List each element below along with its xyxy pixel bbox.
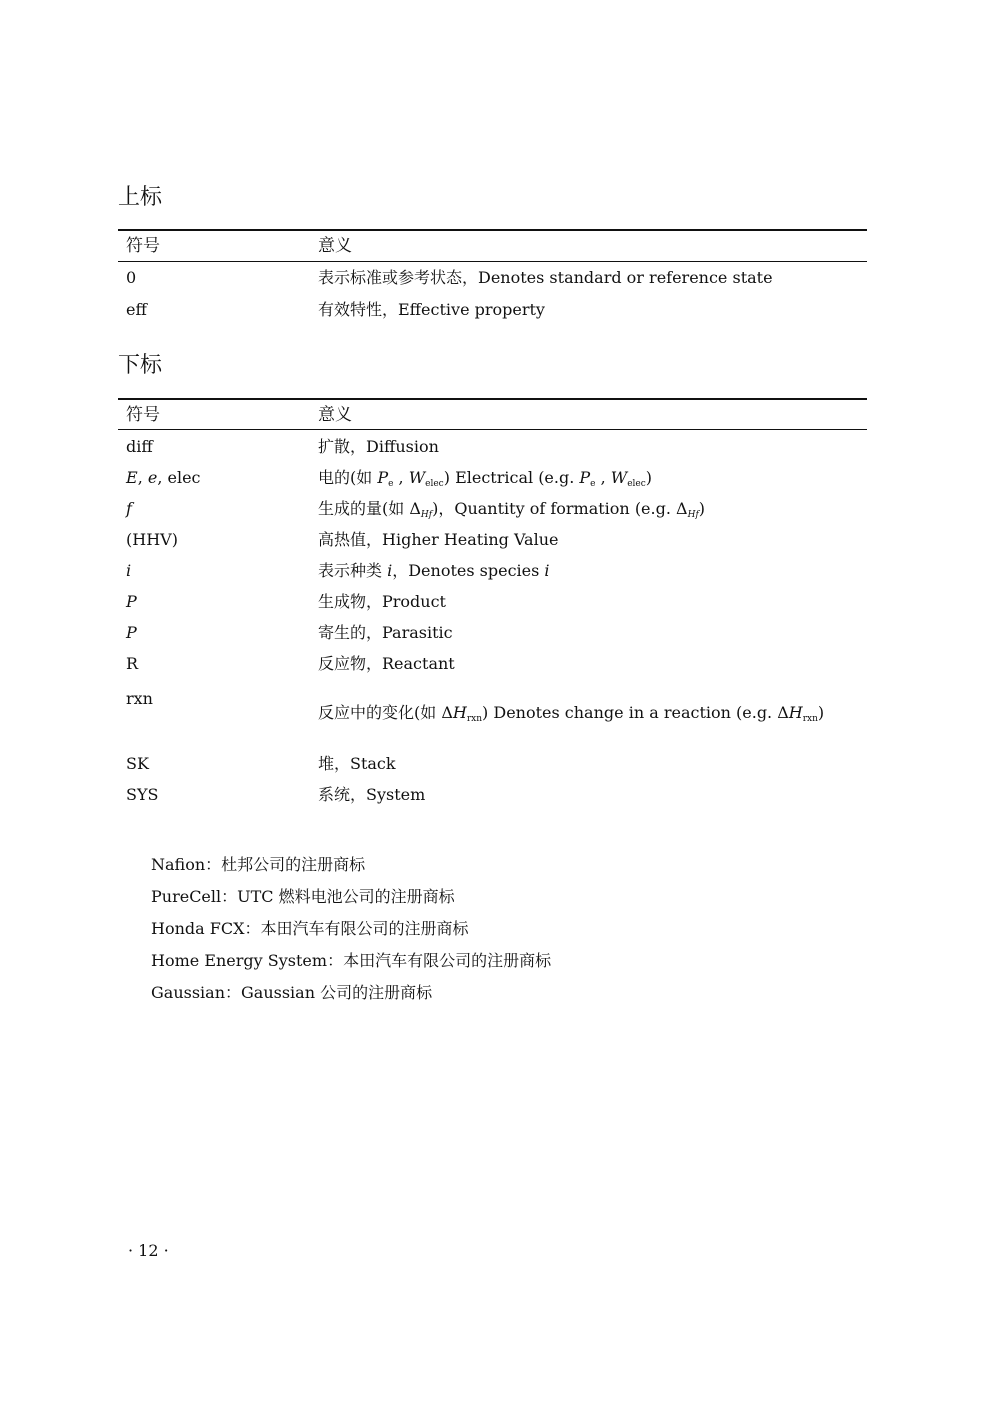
symbol-cell: i: [126, 561, 132, 580]
table-row: [0, 587, 993, 617]
table-header: [0, 400, 993, 430]
meaning-cell: 扩散，Diffusion: [318, 437, 439, 456]
symbol-cell: P: [126, 623, 137, 642]
trademark-note: PureCell：UTC 燃料电池公司的注册商标: [151, 887, 455, 906]
table-row: [0, 649, 993, 679]
symbol-cell: f: [126, 499, 132, 518]
table-row: [0, 556, 993, 586]
symbol-cell: SK: [126, 754, 149, 773]
symbol-cell: (HHV): [126, 530, 178, 549]
symbol-cell: rxn: [126, 689, 153, 708]
superscripts-heading: 上标: [118, 185, 163, 210]
meaning-header: 意义: [318, 405, 352, 425]
table-header-rule: [118, 429, 867, 430]
table-row: [0, 263, 993, 293]
meaning-cell: 堆，Stack: [318, 754, 396, 773]
table-row: [0, 494, 993, 524]
meaning-cell: 高热值，Higher Heating Value: [318, 530, 559, 549]
table-row: [0, 780, 993, 810]
table-header: [0, 231, 993, 261]
meaning-cell: 表示标准或参考状态，Denotes standard or reference state: [318, 268, 773, 287]
table-row: [0, 295, 993, 325]
symbol-cell: 0: [126, 268, 137, 287]
symbol-header: 符号: [126, 405, 160, 425]
symbol-header: 符号: [126, 236, 160, 256]
trademark-note: Honda FCX：本田汽车有限公司的注册商标: [151, 919, 469, 938]
table-row: [0, 618, 993, 648]
meaning-cell: 电的(如 $P_e$ , $W_{elec}$) Electrical (e.g. $P_e$ , $W_{elec}$): [318, 468, 653, 489]
symbol-cell: E, e, elec: [126, 468, 201, 487]
table-row: [0, 525, 993, 555]
table-row: [0, 432, 993, 462]
meaning-cell: 反应中的变化(如 $\Delta H_{rxn}$) Denotes change in a reaction (e.g. $\Delta H_{rxn}$): [318, 703, 825, 724]
meaning-header: 意义: [318, 236, 352, 256]
meaning-cell: 有效特性，Effective property: [318, 300, 545, 319]
meaning-cell: 表示种类 i，Denotes species i: [318, 561, 550, 580]
meaning-cell: 系统，System: [318, 785, 426, 804]
symbol-cell: SYS: [126, 785, 159, 804]
meaning-cell: 寄生的，Parasitic: [318, 623, 453, 642]
subscripts-heading: 下标: [118, 353, 163, 378]
meaning-cell: 生成物，Product: [318, 592, 446, 611]
trademark-note: Gaussian：Gaussian 公司的注册商标: [151, 983, 433, 1002]
table-header-rule: [118, 261, 867, 262]
symbol-cell: diff: [126, 437, 153, 456]
trademark-note: Nafion：杜邦公司的注册商标: [151, 855, 366, 874]
meaning-cell: 生成的量(如 $\Delta_{Hf}$)，Quantity of formation (e.g. $\Delta_{Hf}$): [318, 499, 706, 520]
trademark-note: Home Energy System：本田汽车有限公司的注册商标: [151, 951, 552, 970]
symbol-cell: eff: [126, 300, 147, 319]
table-row: [0, 749, 993, 779]
table-row-meaning: [0, 698, 993, 728]
page-number: · 12 ·: [128, 1241, 169, 1260]
symbol-cell: P: [126, 592, 137, 611]
table-row: [0, 463, 993, 493]
meaning-cell: 反应物，Reactant: [318, 654, 455, 673]
symbol-cell: R: [126, 654, 139, 673]
